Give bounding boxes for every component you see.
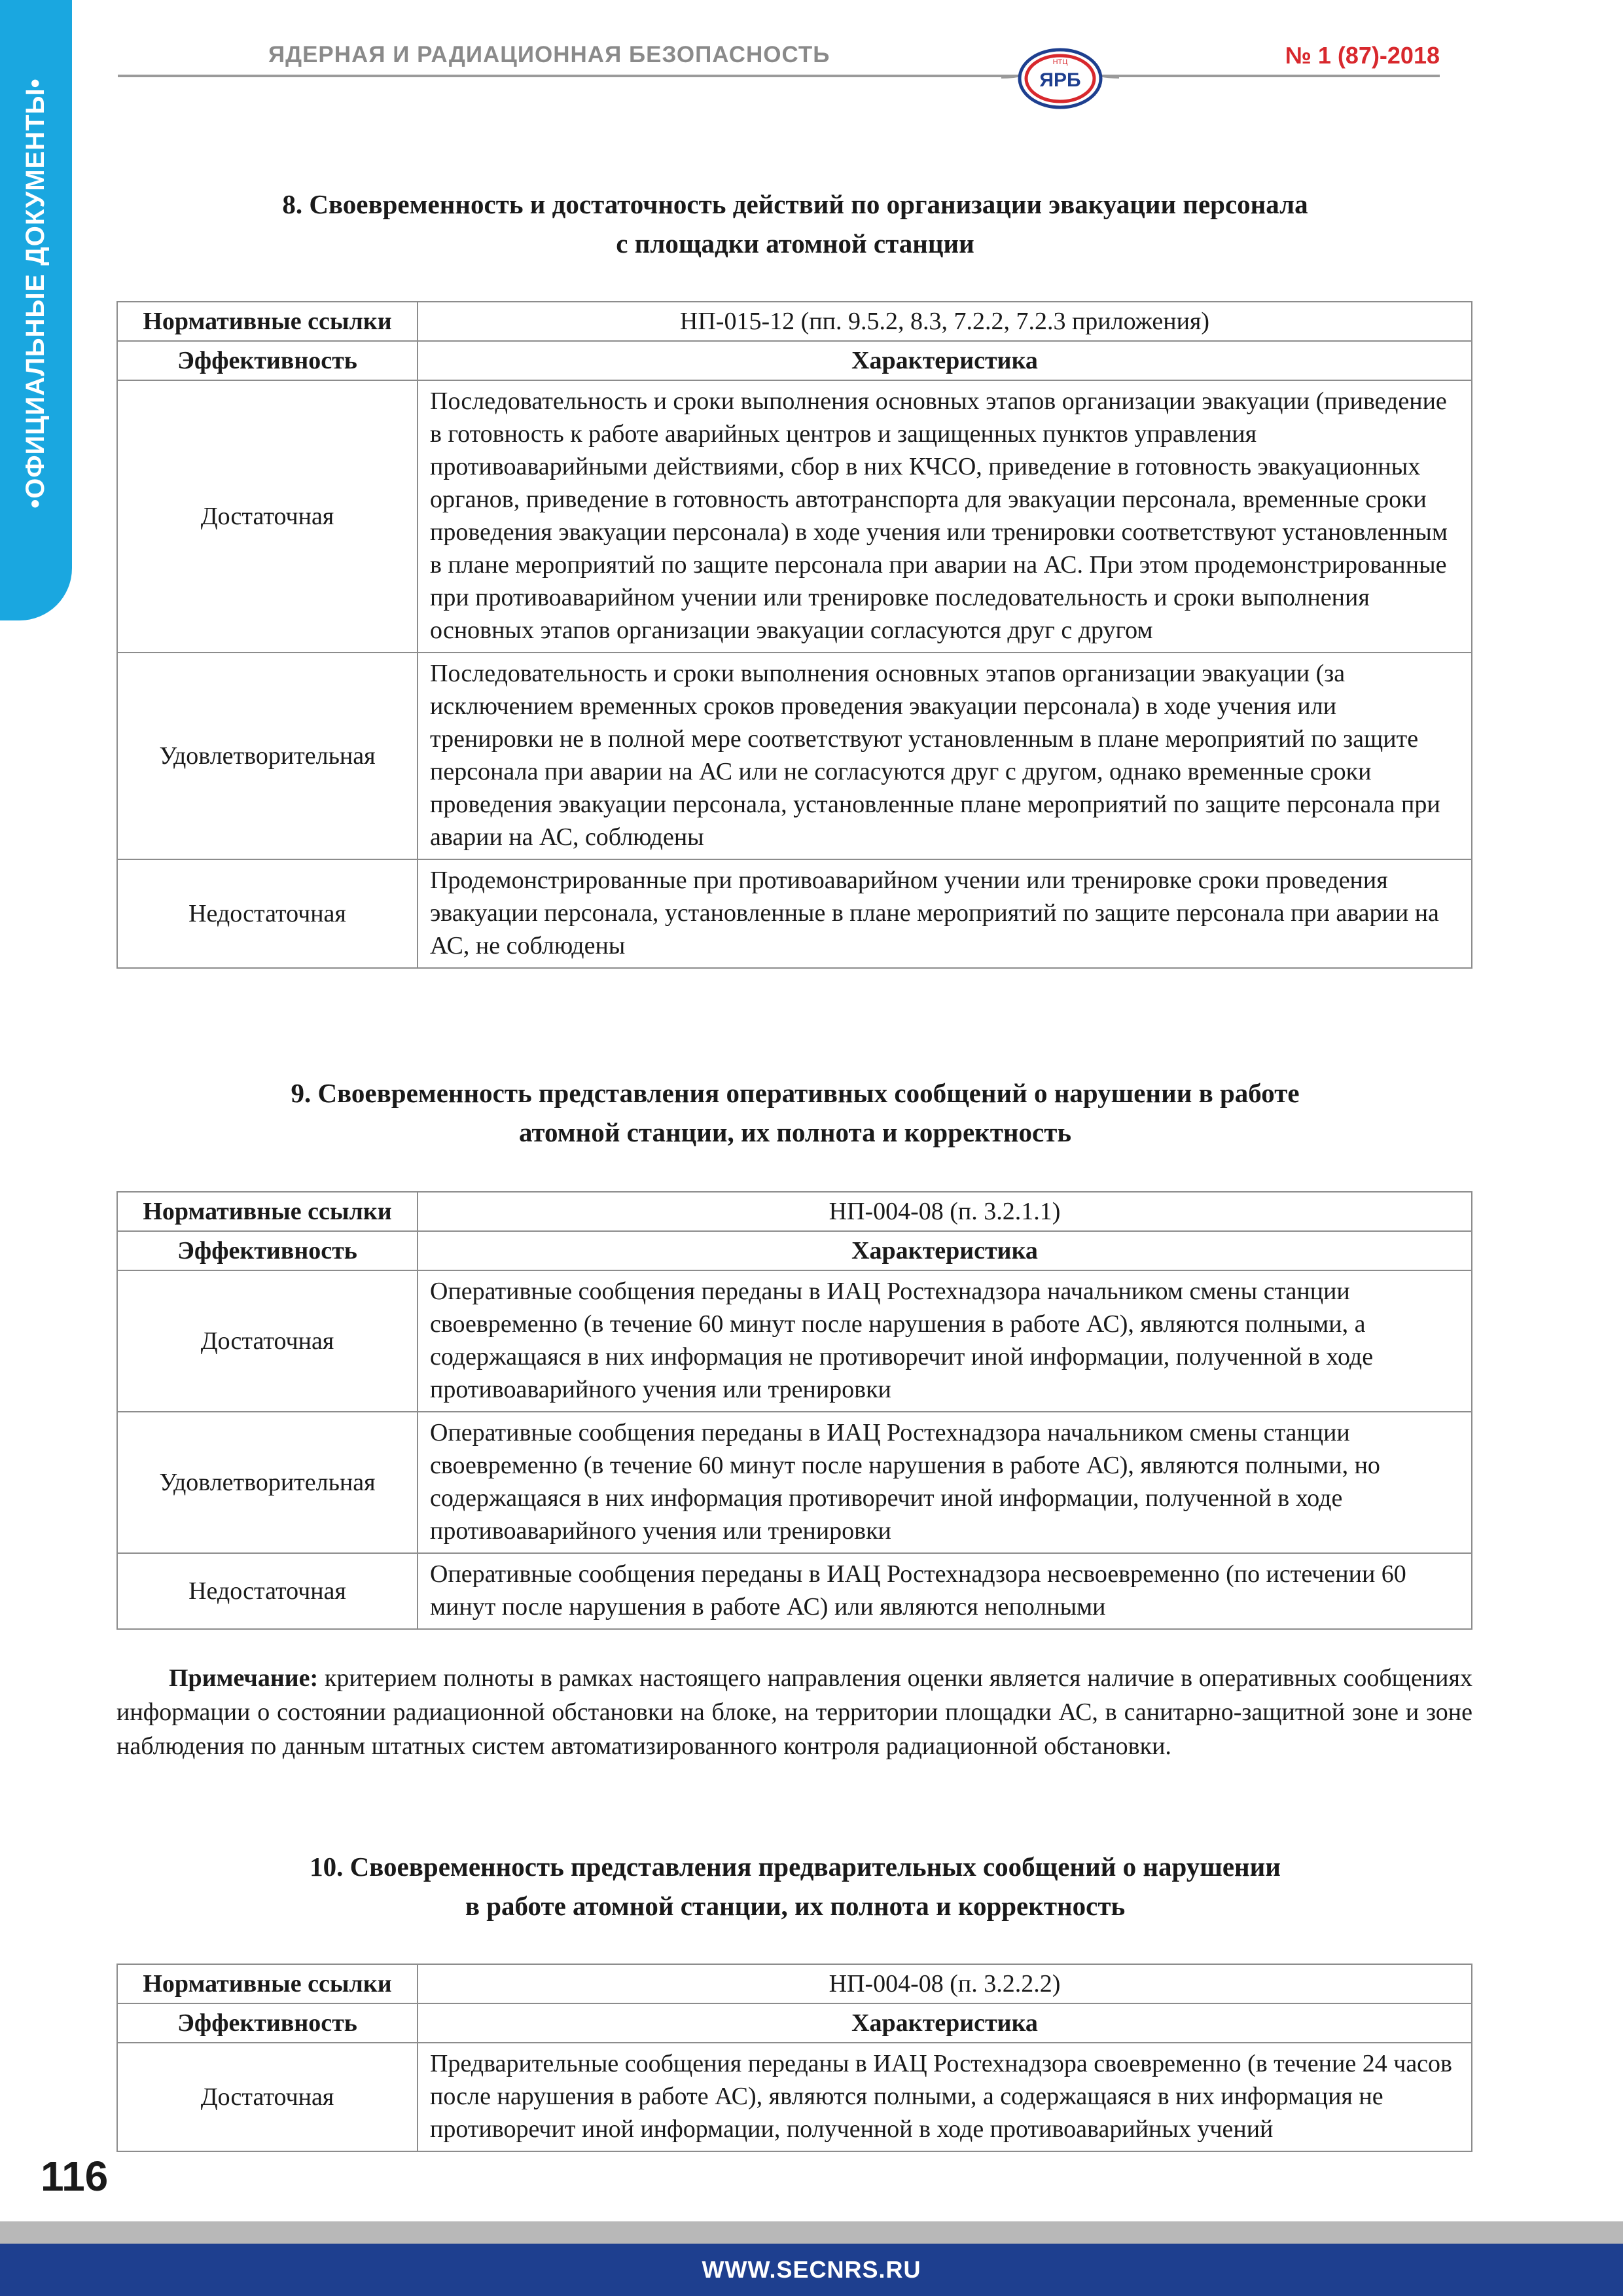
footer-bar (0, 2244, 1623, 2296)
section-10-heading-line1: 10. Своевременность представления предварительных сообщений о нарушении (310, 1852, 1281, 1882)
side-tab-label: •ОФИЦИАЛЬНЫЕ ДОКУМЕНТЫ• (20, 78, 50, 509)
description-cell: Последовательность и сроки выполнения основных этапов организации эвакуации (за исключением временных сроков проведения эвакуации персонала) в ходе учения или тренировки не в полной мере соответствуют установленным в плане мероприятий по защите персонала при аварии на АС или не согласуются друг с другом, однако временные сроки проведения эвакуации персонала, установленные плане мероприятий по защите персонала при аварии на АС, соблюдены (418, 653, 1472, 859)
level-cell: Достаточная (117, 2043, 418, 2151)
logo-subtext: НТЦ (1052, 58, 1068, 66)
char-label: Характеристика (418, 2003, 1472, 2043)
table-row (117, 1553, 1472, 1629)
description-cell: Предварительные сообщения переданы в ИАЦ Ростехнадзора своевременно (в течение 24 часов после нарушения в работе АС), являются полными, а содержащаяся в них информация не противоречит иной информации, полученной в ходе противоаварийных учений (418, 2043, 1472, 2151)
table-row (117, 859, 1472, 968)
section-8-heading-line2: с площадки атомной станции (616, 228, 974, 259)
page-number: 116 (41, 2153, 109, 2200)
level-cell: Недостаточная (117, 859, 418, 968)
section-9-table (116, 1191, 1472, 1630)
description-cell: Оперативные сообщения переданы в ИАЦ Ростехнадзора начальником смены станции своевременно (в течение 60 минут после нарушения в работе АС), являются полными, а содержащаяся в них информация не противоречит иной информации, полученной в ходе противоаварийного учения или тренировки (418, 1270, 1472, 1412)
issue-number: № 1 (87)-2018 (1285, 42, 1440, 69)
section-10-table (116, 1964, 1472, 2152)
table-row (117, 1964, 1472, 2003)
journal-title: ЯДЕРНАЯ И РАДИАЦИОННАЯ БЕЗОПАСНОСТЬ (268, 42, 830, 67)
description-cell: Последовательность и сроки выполнения основных этапов организации эвакуации (приведение в готовность к работе аварийных центров и защищенных пунктов управления противоаварийными действиями, сбор в них КЧСО, приведение в готовность эвакуационных органов, приведение в готовность автотранспорта для эвакуации персонала, временные сроки проведения эвакуации персонала) в ходе учения или тренировки соответствуют установленным в плане мероприятий по защите персонала при аварии на АС. При этом продемонстрированные при противоаварийном учении или тренировке последовательность и сроки выполнения основных этапов организации эвакуации согласуются друг с другом (418, 380, 1472, 653)
level-cell: Удовлетворительная (117, 1412, 418, 1553)
table-row (117, 2003, 1472, 2043)
note-label: Примечание: (169, 1664, 319, 1692)
ref-value: НП-004-08 (п. 3.2.2.2) (418, 1964, 1472, 2003)
table-row (117, 653, 1472, 859)
char-label: Характеристика (418, 341, 1472, 380)
level-cell: Недостаточная (117, 1553, 418, 1629)
journal-logo-icon (1001, 26, 1119, 124)
level-cell: Удовлетворительная (117, 653, 418, 859)
footer-grey-band (0, 2221, 1623, 2244)
table-row (117, 1231, 1472, 1270)
section-9-heading-line2: атомной станции, их полнота и корректность (518, 1117, 1072, 1147)
section-9-note (116, 1661, 1472, 1763)
section-8-heading-line1: 8. Своевременность и достаточность действий по организации эвакуации персонала (282, 189, 1308, 219)
note-text: критерием полноты в рамках настоящего направления оценки является наличие в оперативных сообщениях информации о состоянии радиационной обстановки на блоке, на территории площадки АС, в санитарно-защитной зоне и зоне наблюдения по данным штатных систем автоматизированного контроля радиационной обстановки. (116, 1664, 1472, 1760)
table-row (117, 2043, 1472, 2151)
section-8-heading (118, 185, 1472, 263)
level-cell: Достаточная (117, 380, 418, 653)
logo-text: ЯРБ (1039, 69, 1081, 91)
section-10-heading-line2: в работе атомной станции, их полнота и корректность (465, 1891, 1126, 1921)
section-8-table (116, 301, 1472, 969)
eff-label: Эффективность (117, 2003, 418, 2043)
eff-label: Эффективность (117, 1231, 418, 1270)
table-row (117, 380, 1472, 653)
footer-url-link[interactable]: WWW.SECNRS.RU (702, 2256, 921, 2283)
eff-label: Эффективность (117, 341, 418, 380)
level-cell: Достаточная (117, 1270, 418, 1412)
description-cell: Оперативные сообщения переданы в ИАЦ Ростехнадзора начальником смены станции своевременно (в течение 60 минут после нарушения в работе АС), являются полными, но содержащаяся в них информация противоречит иной информации, полученной в ходе противоаварийного учения или тренировки (418, 1412, 1472, 1553)
ref-label: Нормативные ссылки (117, 1964, 418, 2003)
ref-label: Нормативные ссылки (117, 1192, 418, 1231)
section-9-heading (118, 1073, 1472, 1152)
section-9-heading-line1: 9. Своевременность представления оперативных сообщений о нарушении в работе (291, 1078, 1300, 1108)
table-row (117, 302, 1472, 341)
ref-label: Нормативные ссылки (117, 302, 418, 341)
table-row (117, 1270, 1472, 1412)
header-divider (118, 75, 1440, 77)
ref-value: НП-015-12 (пп. 9.5.2, 8.3, 7.2.2, 7.2.3 приложения) (418, 302, 1472, 341)
table-row (117, 1412, 1472, 1553)
description-cell: Оперативные сообщения переданы в ИАЦ Ростехнадзора несвоевременно (по истечении 60 минут после нарушения в работе АС) или являются неполными (418, 1553, 1472, 1629)
table-row (117, 341, 1472, 380)
table-row (117, 1192, 1472, 1231)
description-cell: Продемонстрированные при противоаварийном учении или тренировке сроки проведения эвакуации персонала, установленные в плане мероприятий по защите персонала при аварии на АС, не соблюдены (418, 859, 1472, 968)
char-label: Характеристика (418, 1231, 1472, 1270)
ref-value: НП-004-08 (п. 3.2.1.1) (418, 1192, 1472, 1231)
section-10-heading (118, 1847, 1472, 1926)
